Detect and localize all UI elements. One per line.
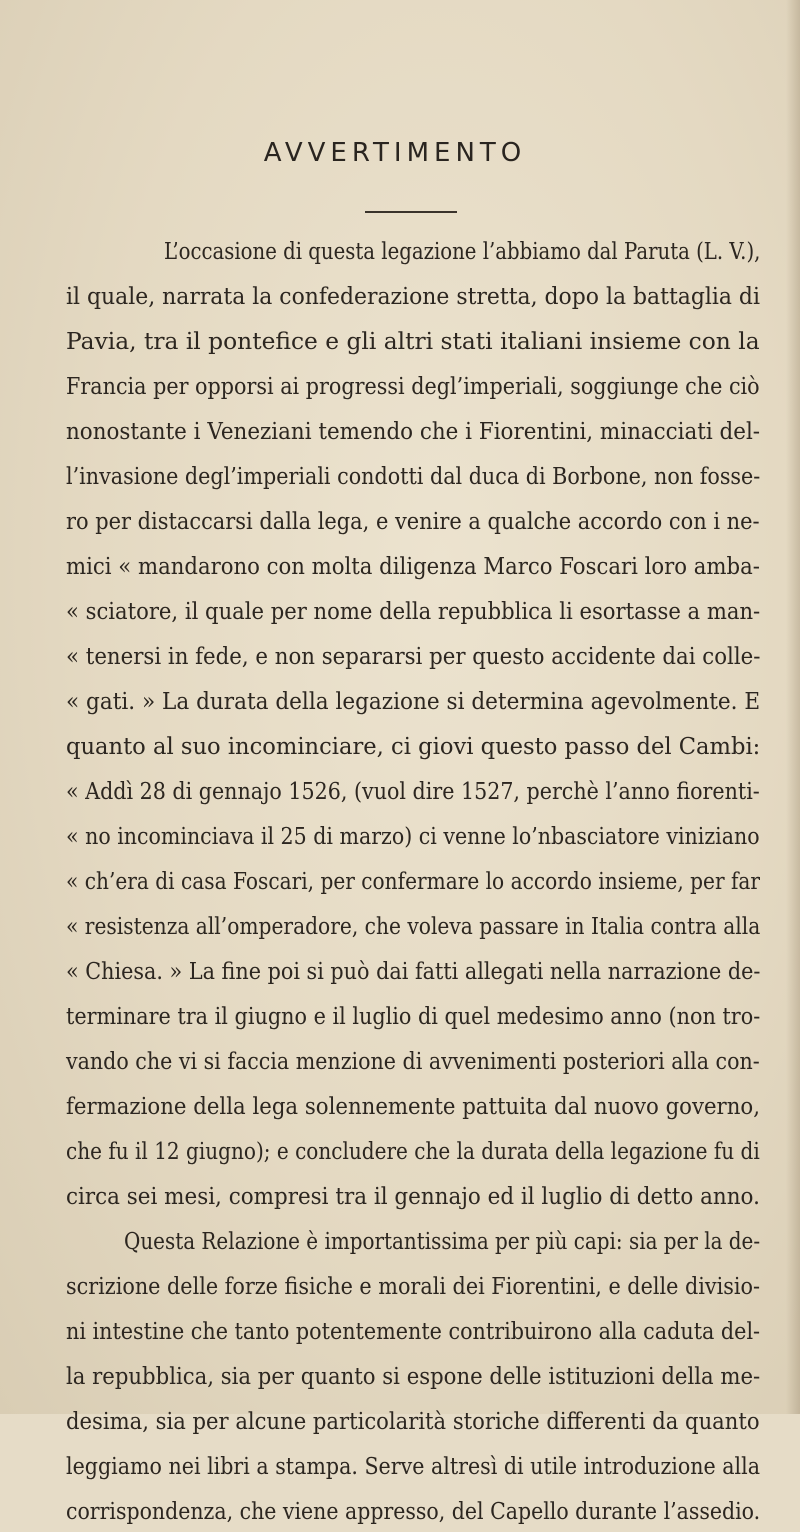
text-line: nonostante i Veneziani temendo che i Fiorentini, minacciati del- [66,419,761,445]
text-line: « Chiesa. » La fine poi si può dai fatti allegati nella narrazione de- [66,959,761,985]
text-line: Questa Relazione è importantissima per più capi: sia per la de- [124,1229,761,1255]
text-line: « resistenza all’omperadore, che voleva passare in Italia contra alla [66,914,761,940]
text-line: « Addì 28 di gennajo 1526, (vuol dire 1527, perchè l’anno fiorenti- [66,779,760,805]
text-line: quanto al suo incominciare, ci giovi questo passo del Cambi: [66,734,761,760]
title-rule [365,211,457,213]
text-line: l’invasione degl’imperiali condotti dal duca di Borbone, non fosse- [66,464,761,490]
text-line: « ch’era di casa Foscari, per confermare lo accordo insieme, per far [66,869,761,895]
text-line: terminare tra il giugno e il luglio di quel medesimo anno (non tro- [66,1004,761,1030]
text-line: corrispondenza, che viene appresso, del Capello durante l’assedio. [66,1499,761,1525]
text-line: « tenersi in fede, e non separarsi per questo accidente dai colle- [66,644,761,670]
text-line: « gati. » La durata della legazione si determina agevolmente. E [66,689,761,715]
text-line: vando che vi si faccia menzione di avvenimenti posteriori alla con- [66,1049,760,1075]
text-line: desima, sia per alcune particolarità storiche differenti da quanto [66,1409,760,1435]
page-title: AVVERTIMENTO [263,138,527,168]
text-line: « sciatore, il quale per nome della repubblica li esortasse a man- [66,599,761,625]
text-line: la repubblica, sia per quanto si espone delle istituzioni della me- [66,1364,761,1390]
text-line: L’occasione di questa legazione l’abbiamo dal Paruta (L. V.), [164,239,761,265]
text-line: scrizione delle forze fisiche e morali dei Fiorentini, e delle divisio- [66,1274,760,1300]
text-line: mici « mandarono con molta diligenza Marco Foscari loro amba- [66,554,760,580]
text-line: leggiamo nei libri a stampa. Serve altresì di utile introduzione alla [66,1454,761,1480]
text-line: il quale, narrata la confederazione stretta, dopo la battaglia di [66,284,760,310]
page-edge-shadow [786,0,800,1414]
text-line: circa sei mesi, compresi tra il gennajo ed il luglio di detto anno. [66,1184,760,1210]
text-line: « no incominciava il 25 di marzo) ci venne lo’nbasciatore viniziano [66,824,760,850]
text-line: fermazione della lega solennemente pattuita dal nuovo governo, [66,1094,760,1120]
text-line: ni intestine che tanto potentemente contribuirono alla caduta del- [66,1319,761,1345]
text-line: Pavia, tra il pontefice e gli altri stati italiani insieme con la [66,329,760,355]
text-line: Francia per opporsi ai progressi degl’imperiali, soggiunge che ciò [66,374,760,400]
text-line: ro per distaccarsi dalla lega, e venire a qualche accordo con i ne- [66,509,760,535]
text-line: che fu il 12 giugno); e concludere che la durata della legazione fu di [66,1139,760,1165]
